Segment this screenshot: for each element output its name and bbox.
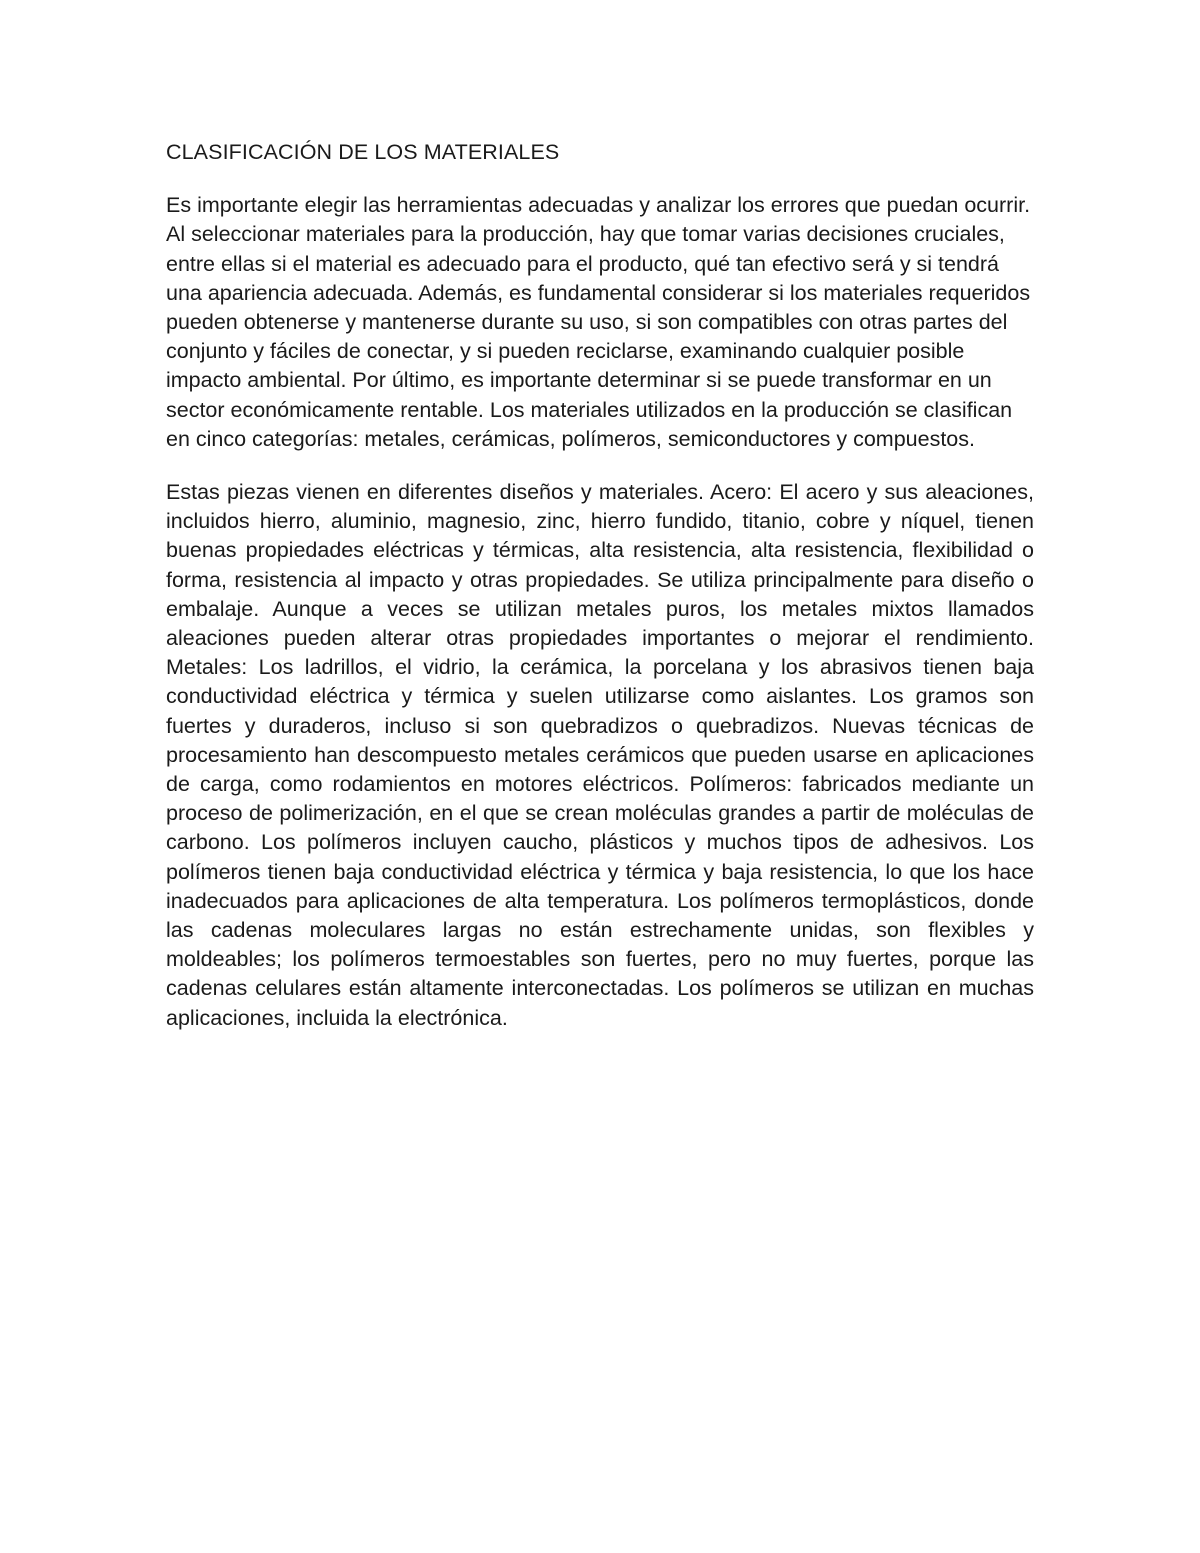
document-body <box>166 138 1034 1057</box>
paragraph-materials: Estas piezas vienen en diferentes diseños y materiales. Acero: El acero y sus aleaciones, incluidos hierro, aluminio, magnesio, zinc, hierro fundido, titanio, cobre y níquel, tienen buenas propiedades eléctricas y térmicas, alta resistencia, alta resistencia, flexibilidad o forma, resistencia al impacto y otras propiedades. Se utiliza principalmente para diseño o embalaje. Aunque a veces se utilizan metales puros, los metales mixtos llamados aleaciones pueden alterar otras propiedades importantes o mejorar el rendimiento. Metales: Los ladrillos, el vidrio, la cerámica, la porcelana y los abrasivos tienen baja conductividad eléctrica y térmica y suelen utilizarse como aislantes. Los gramos son fuertes y duraderos, incluso si son quebradizos o quebradizos. Nuevas técnicas de procesamiento han descompuesto metales cerámicos que pueden usarse en aplicaciones de carga, como rodamientos en motores eléctricos. Polímeros: fabricados mediante un proceso de polimerización, en el que se crean moléculas grandes a partir de moléculas de carbono. Los polímeros incluyen caucho, plásticos y muchos tipos de adhesivos. Los polímeros tienen baja conductividad eléctrica y térmica y baja resistencia, lo que los hace inadecuados para aplicaciones de alta temperatura. Los polímeros termoplásticos, donde las cadenas moleculares largas no están estrechamente unidas, son flexibles y moldeables; los polímeros termoestables son fuertes, pero no muy fuertes, porque las cadenas celulares están altamente interconectadas. Los polímeros se utilizan en muchas aplicaciones, incluida la electrónica. <box>166 480 1034 1030</box>
document-title: CLASIFICACIÓN DE LOS MATERIALES <box>166 140 560 164</box>
paragraph-intro: Es importante elegir las herramientas adecuadas y analizar los errores que puedan ocurrir. Al seleccionar materiales para la producción, hay que tomar varias decisiones cruciales, entre ellas si el material es adecuado para el producto, qué tan efectivo será y si tendrá una apariencia adecuada. Además, es fundamental considerar si los materiales requeridos pueden obtenerse y mantenerse durante su uso, si son compatibles con otras partes del conjunto y fáciles de conectar, y si pueden reciclarse, examinando cualquier posible impacto ambiental. Por último, es importante determinar si se puede transformar en un sector económicamente rentable. Los materiales utilizados en la producción se clasifican en cinco categorías: metales, cerámicas, polímeros, semiconductores y compuestos. <box>166 193 1031 451</box>
